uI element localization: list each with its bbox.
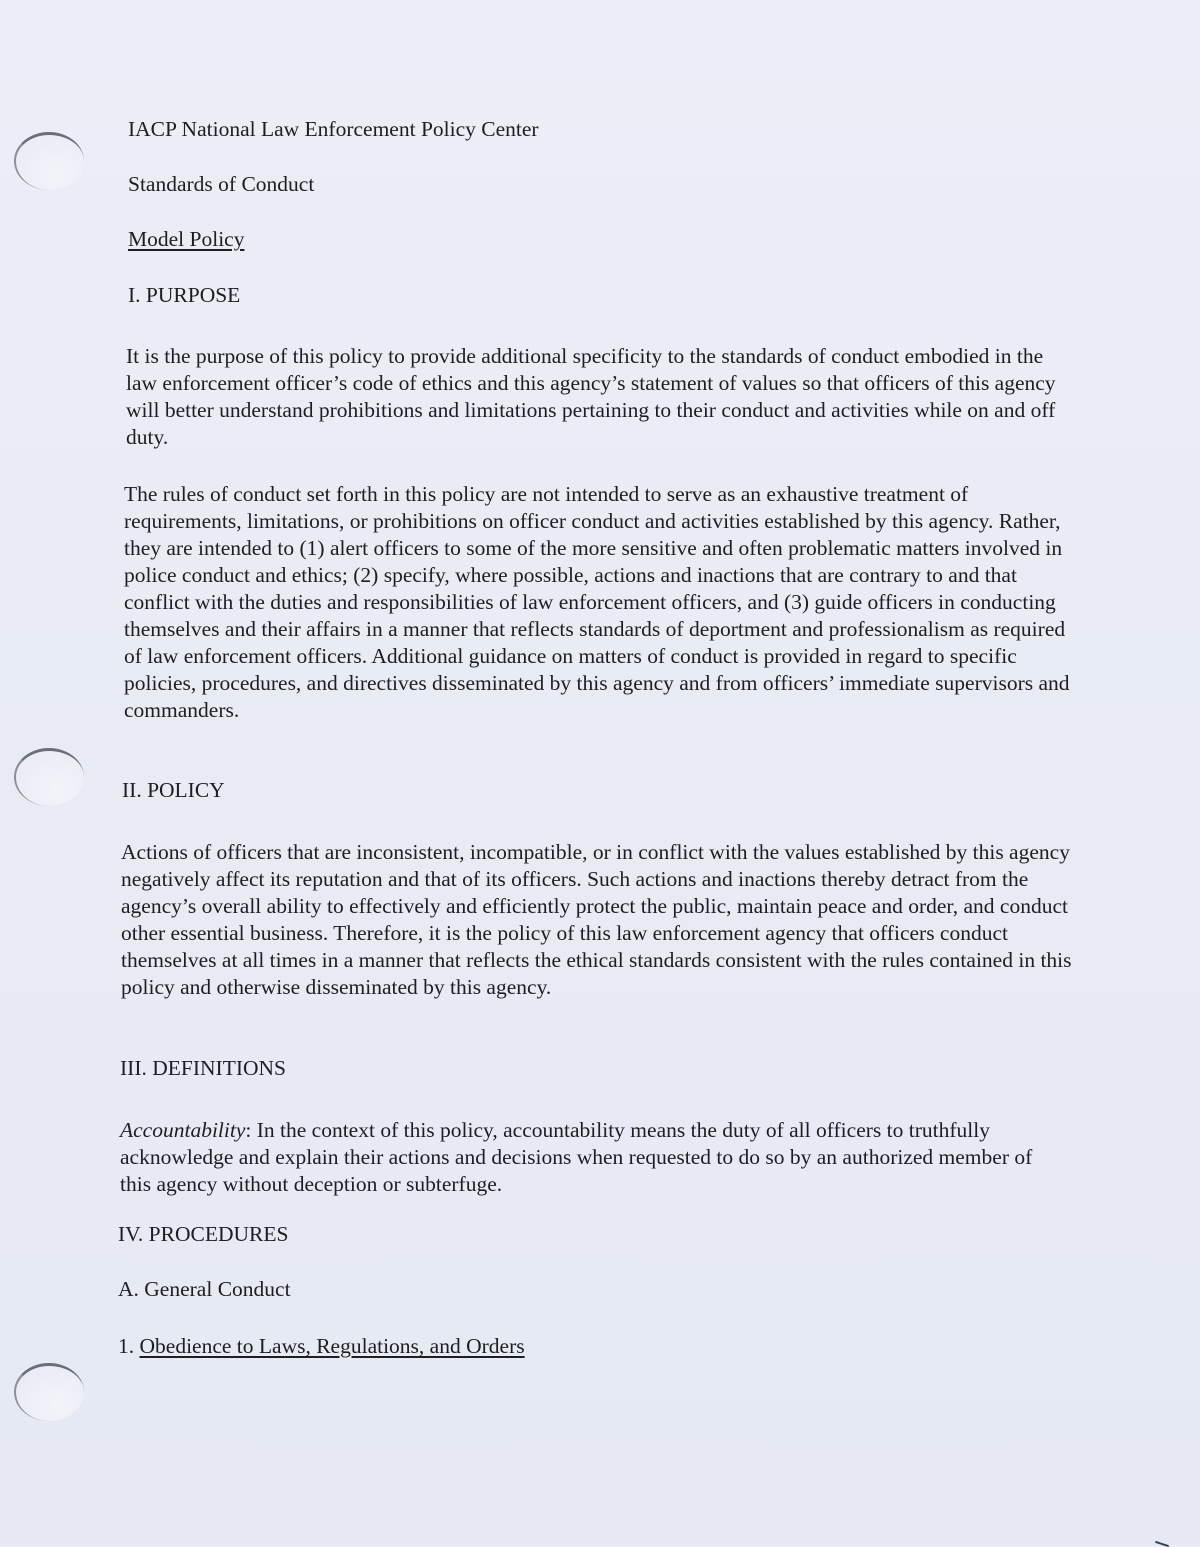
definition-text: : In the context of this policy, accountability means the duty of all officers to truthfully acknowledge and explain their actions and decisions when requested to do so by an authorized member of this agency without deception or subterfuge.	[120, 1118, 1033, 1196]
policy-subject: Standards of Conduct	[128, 172, 315, 196]
punch-hole-bottom	[14, 1363, 84, 1421]
scan-speck	[1155, 1541, 1169, 1547]
punch-hole-middle	[14, 748, 84, 806]
punch-hole-top	[14, 132, 84, 190]
definition-term: Accountability	[120, 1118, 246, 1142]
purpose-paragraph-2: The rules of conduct set forth in this policy are not intended to serve as an exhaustive treatment of requirements, limitations, or prohibitions on officer conduct and activities established by this agency. Rather, they are intended to (1) alert officers to some of the more sensitive and often problematic matters involved in police conduct and ethics; (2) specify, where possible, actions and inactions that are contrary to and that conflict with the duties and responsibilities of law enforcement officers, and (3) guide officers in conducting themselves and their affairs in a manner that reflects standards of deportment and professionalism as required of law enforcement officers. Additional guidance on matters of conduct is provided in regard to specific policies, procedures, and directives disseminated by this agency and from officers’ immediate supervisors and commanders.	[124, 482, 1070, 722]
section-procedures-heading: IV. PROCEDURES	[118, 1222, 289, 1246]
item-obedience-heading	[118, 1333, 1078, 1360]
section-definitions-heading: III. DEFINITIONS	[120, 1056, 286, 1080]
org-name: IACP National Law Enforcement Policy Center	[128, 117, 539, 141]
section-policy-heading: II. POLICY	[122, 778, 225, 802]
policy-type: Model Policy	[128, 227, 245, 251]
subsection-general-conduct: A. General Conduct	[118, 1277, 291, 1301]
item-title: Obedience to Laws, Regulations, and Orders	[139, 1334, 525, 1358]
item-number: 1.	[118, 1334, 140, 1358]
purpose-paragraph-1: It is the purpose of this policy to provide additional specificity to the standards of conduct embodied in the law enforcement officer’s code of ethics and this agency’s statement of values so that officers of this agency will better understand prohibitions and limitations pertaining to their conduct and activities while on and off duty.	[126, 344, 1056, 449]
section-purpose-heading: I. PURPOSE	[128, 283, 241, 307]
policy-paragraph: Actions of officers that are inconsistent, incompatible, or in conflict with the values established by this agency negatively affect its reputation and that of its officers. Such actions and inactions thereby detract from the agency’s overall ability to effectively and efficiently protect the public, maintain peace and order, and conduct other essential business. Therefore, it is the policy of this law enforcement agency that officers conduct themselves at all times in a manner that reflects the ethical standards consistent with the rules contained in this policy and otherwise disseminated by this agency.	[121, 840, 1072, 999]
definition-accountability	[120, 1117, 1035, 1198]
